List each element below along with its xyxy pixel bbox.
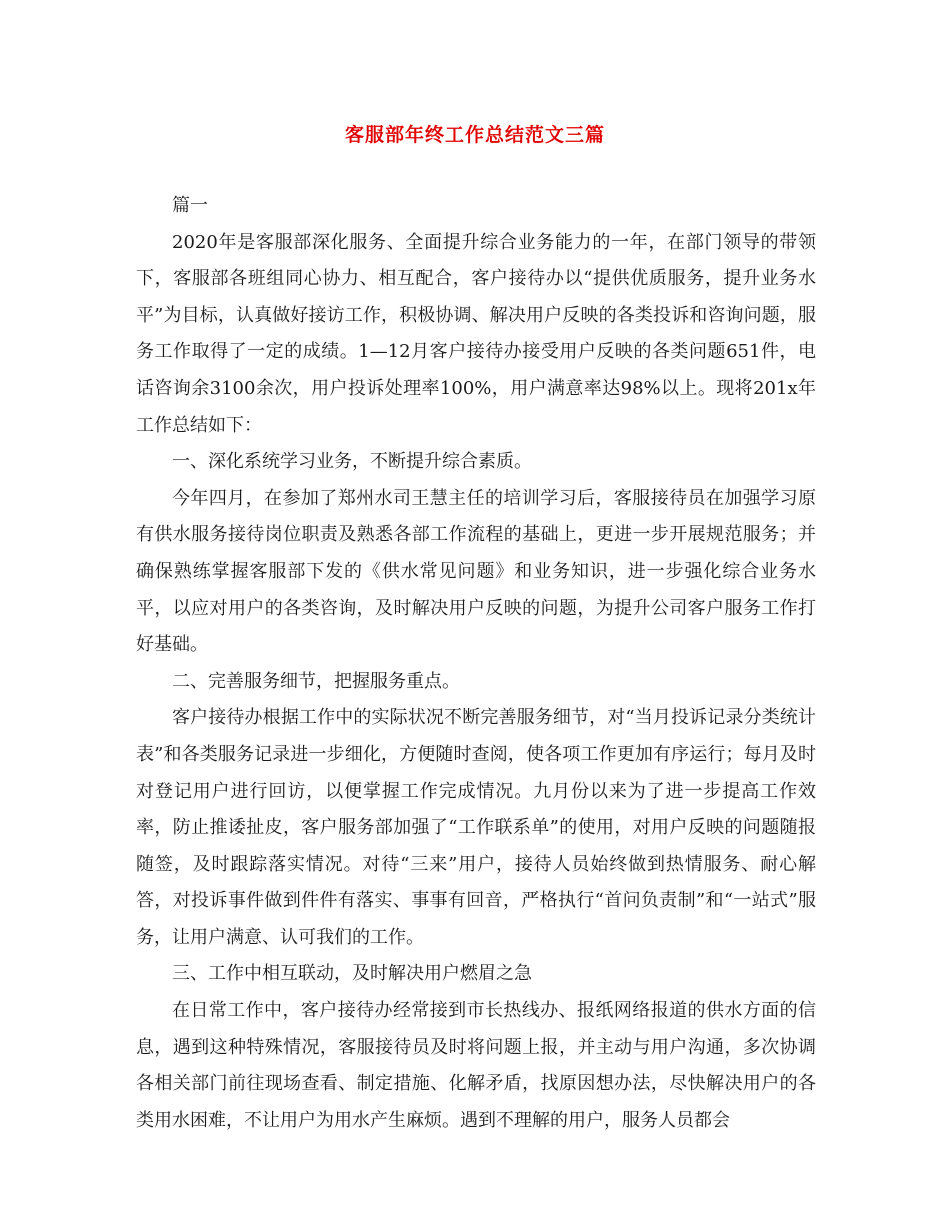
heading-section-one: 一、深化系统学习业务，不断提升综合素质。 bbox=[172, 451, 532, 473]
paragraph-section-three: 在日常工作中，客户接待办经常接到市长热线办、报纸网络报道的供水方面的信息，遇到这种特殊情况，客服接待员及时将问题上报，并主动与用户沟通，多次协调各相关部门前往现场查看、制定措施、化解矛盾，找原因想办法，尽快解决用户的各类用水困难，不让用户为用水产生麻烦。遇到不理解的用户，服务人员都会 bbox=[136, 1000, 816, 1131]
document-body bbox=[136, 188, 816, 1139]
document-title: 客服部年终工作总结范文三篇 bbox=[344, 124, 605, 146]
paragraph-section-two: 客户接待办根据工作中的实际状况不断完善服务细节，对“当月投诉记录分类统计表”和各类服务记录进一步细化，方便随时查阅，使各项工作更加有序运行；每月及时对登记用户进行回访，以便掌握工作完成情况。九月份以来为了进一步提高工作效率，防止推诿扯皮，客户服务部加强了“工作联系单”的使用，对用户反映的问题随报随签，及时跟踪落实情况。对待“三来”用户，接待人员始终做到热情服务、耐心解答，对投诉事件做到件件有落实、事事有回音，严格执行“首问负责制”和“一站式”服务，让用户满意、认可我们的工作。 bbox=[136, 707, 816, 948]
paragraph-intro: 2020年是客服部深化服务、全面提升综合业务能力的一年，在部门领导的带领下，客服部各班组同心协力、相互配合，客户接待办以“提供优质服务，提升业务水平”为目标，认真做好接访工作，积极协调、解决用户反映的各类投诉和咨询问题，服务工作取得了一定的成绩。1—12月客户接待办接受用户反映的各类问题651件，电话咨询余3100余次，用户投诉处理率100%，用户满意率达98%以上。现将201x年工作总结如下： bbox=[136, 231, 816, 436]
heading-section-three: 三、工作中相互联动，及时解决用户燃眉之急 bbox=[172, 963, 532, 985]
paragraph-section-label: 篇一 bbox=[172, 195, 208, 216]
paragraph-section-one: 今年四月，在参加了郑州水司王慧主任的培训学习后，客服接待员在加强学习原有供水服务接待岗位职责及熟悉各部工作流程的基础上，更进一步开展规范服务；并确保熟练掌握客服部下发的《供水常见问题》和业务知识，进一步强化综合业务水平，以应对用户的各类咨询，及时解决用户反映的问题，为提升公司客户服务工作打好基础。 bbox=[136, 487, 816, 656]
heading-section-two: 二、完善服务细节，把握服务重点。 bbox=[172, 670, 460, 692]
